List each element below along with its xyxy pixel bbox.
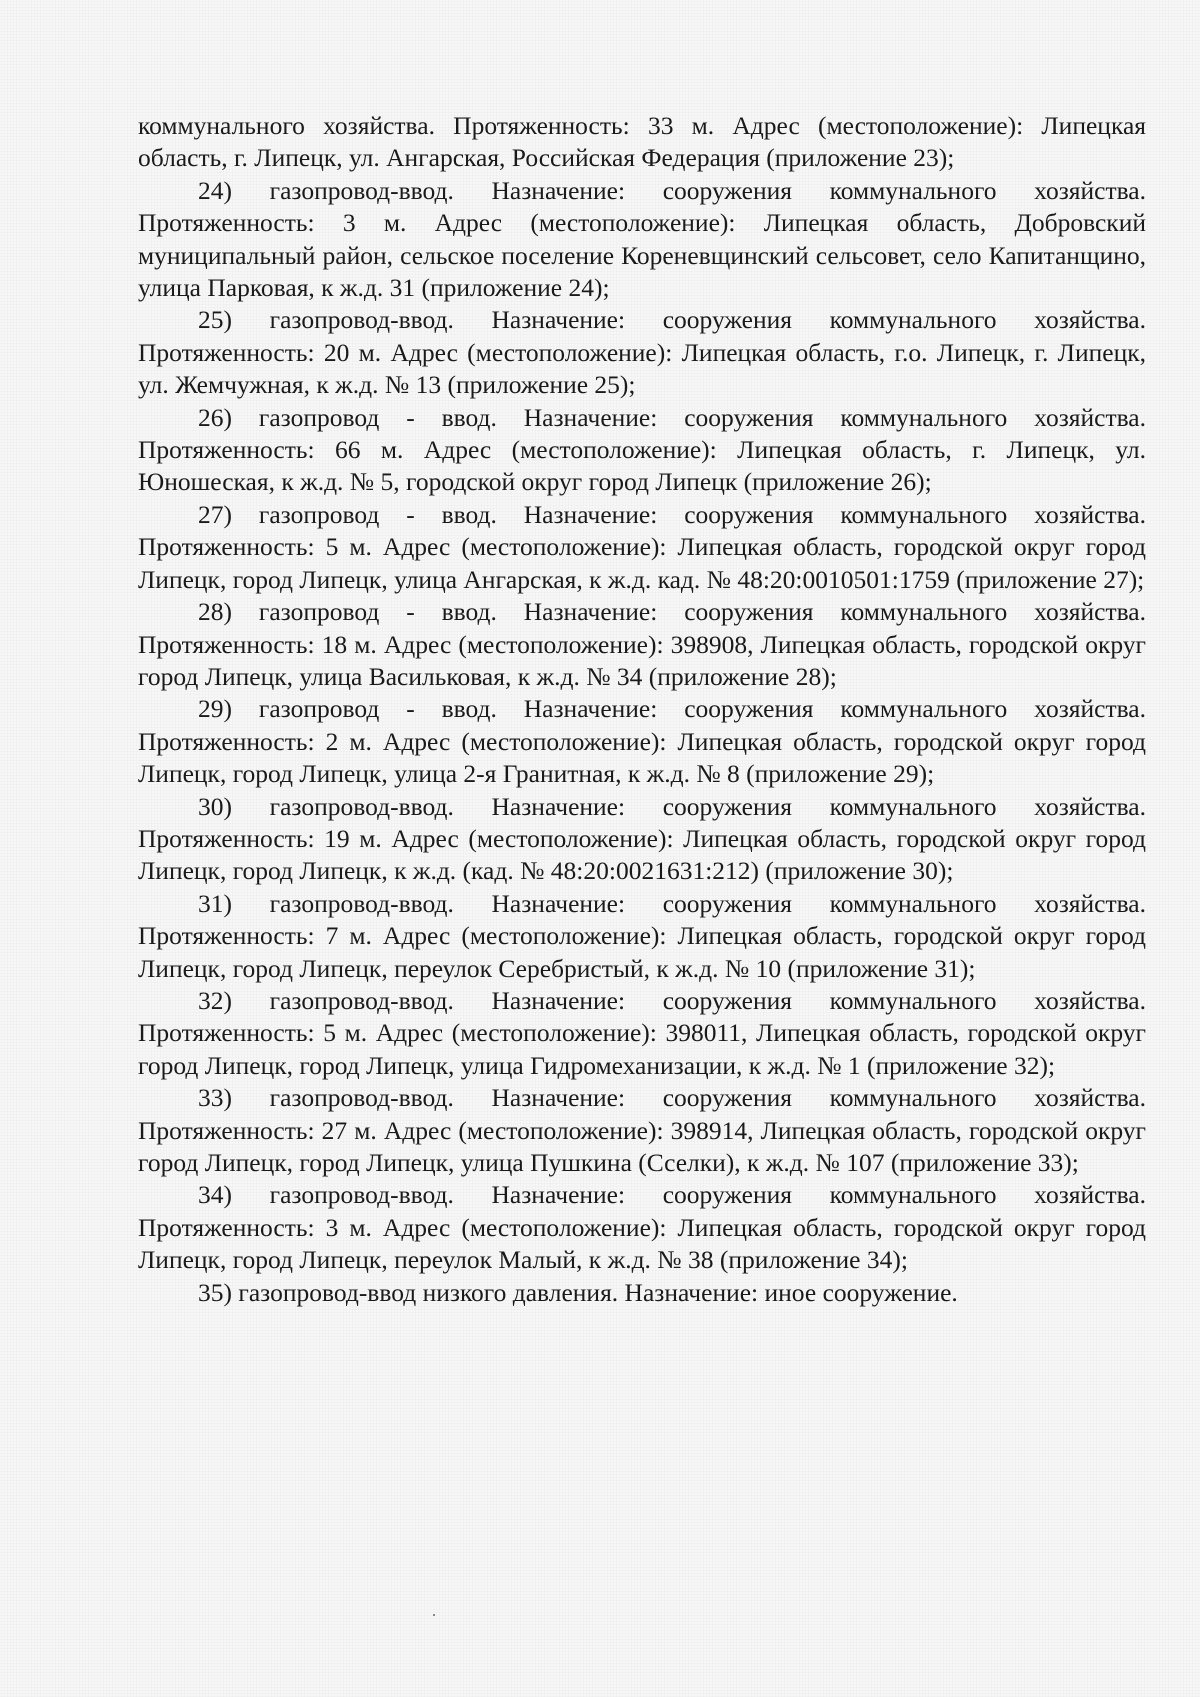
paragraph-item-32: 32) газопровод-ввод. Назначение: сооружения коммунального хозяйства. Протяженность: 5 м. Адрес (местоположение): 398011, Липецкая область, городской округ город Липецк, город Липецк, улица Гидромеханизации, к ж.д. № 1 (приложение 32); [138,985,1146,1080]
document-body [138,110,1146,1309]
paragraph-item-35: 35) газопровод-ввод низкого давления. Назначение: иное сооружение. [198,1277,958,1307]
paragraph-item-33: 33) газопровод-ввод. Назначение: сооружения коммунального хозяйства. Протяженность: 27 м. Адрес (местоположение): 398914, Липецкая область, городской округ город Липецк, город Липецк, улица Пушкина (Сселки), к ж.д. № 107 (приложение 33); [138,1083,1146,1177]
paragraph-item-30: 30) газопровод-ввод. Назначение: сооружения коммунального хозяйства. Протяженность: 19 м. Адрес (местоположение): Липецкая область, городской округ город Липецк, город Липецк, к ж.д. (кад. № 48:20:0021631:212) (приложение 30); [138,791,1146,886]
paragraph-item-34: 34) газопровод-ввод. Назначение: сооружения коммунального хозяйства. Протяженность: 3 м. Адрес (местоположение): Липецкая область, городской округ город Липецк, город Липецк, переулок Малый, к ж.д. № 38 (приложение 34); [138,1180,1146,1275]
paragraph-item-29: 29) газопровод - ввод. Назначение: сооружения коммунального хозяйства. Протяженность: 2 м. Адрес (местоположение): Липецкая область, городской округ город Липецк, город Липецк, улица 2-я Гранитная, к ж.д. № 8 (приложение 29); [138,694,1146,789]
paragraph-item-26: 26) газопровод - ввод. Назначение: сооружения коммунального хозяйства. Протяженность: 66 м. Адрес (местоположение): Липецкая область, г. Липецк, ул. Юношеская, к ж.д. № 5, городской округ город Липецк (приложение 26); [138,402,1146,497]
paragraph-item-27: 27) газопровод - ввод. Назначение: сооружения коммунального хозяйства. Протяженность: 5 м. Адрес (местоположение): Липецкая область, городской округ город Липецк, город Липецк, улица Ангарская, к ж.д. кад. № 48:20:0010501:1759 (приложение 27); [138,499,1146,594]
paragraph-item-24: 24) газопровод-ввод. Назначение: сооружения коммунального хозяйства. Протяженность: 3 м. Адрес (местоположение): Липецкая область, Добровский муниципальный район, сельское поселение Кореневщинский сельсовет, село Капитанщино, улица Парковая, к ж.д. 31 (приложение 24); [138,175,1146,303]
paragraph-item-25: 25) газопровод-ввод. Назначение: сооружения коммунального хозяйства. Протяженность: 20 м. Адрес (местоположение): Липецкая область, г.о. Липецк, г. Липецк, ул. Жемчужная, к ж.д. № 13 (приложение 25); [138,305,1146,400]
paragraph-item-28: 28) газопровод - ввод. Назначение: сооружения коммунального хозяйства. Протяженность: 18 м. Адрес (местоположение): 398908, Липецкая область, городской округ город Липецк, улица Васильковая, к ж.д. № 34 (приложение 28); [138,597,1146,691]
paragraph-item-31: 31) газопровод-ввод. Назначение: сооружения коммунального хозяйства. Протяженность: 7 м. Адрес (местоположение): Липецкая область, городской округ город Липецк, город Липецк, переулок Серебристый, к ж.д. № 10 (приложение 31); [138,888,1146,983]
scan-speck [433,1614,435,1616]
paragraph-continuation: коммунального хозяйства. Протяженность: 33 м. Адрес (местоположение): Липецкая область, г. Липецк, ул. Ангарская, Российская Федерация (приложение 23); [138,111,1146,173]
